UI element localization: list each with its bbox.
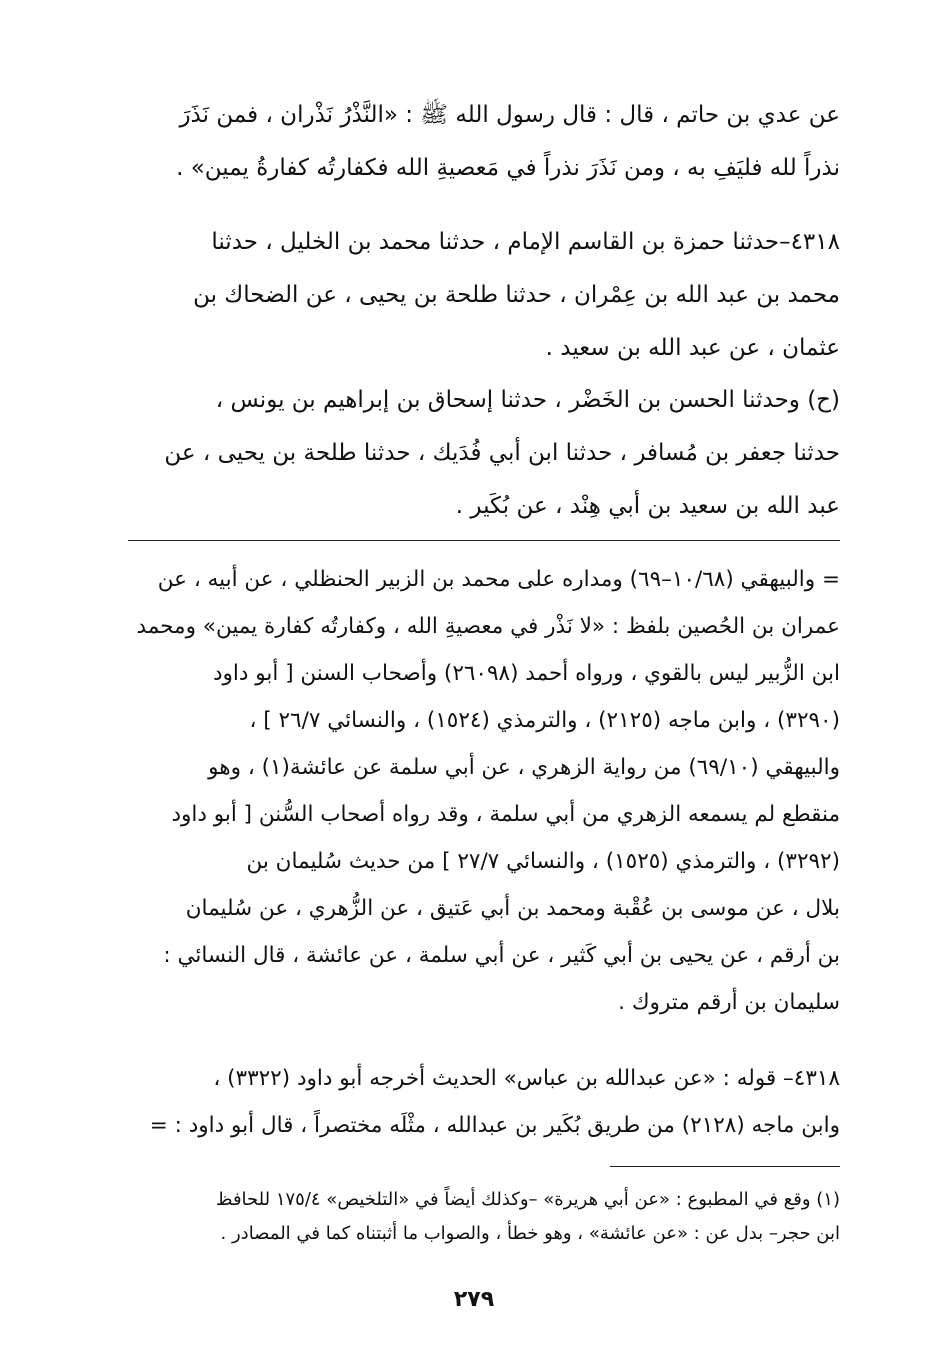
hadith-4318 (128, 216, 840, 375)
text-line: ابن الزُّبير ليس بالقوي ، ورواه أحمد (٢٦٠٩٨) وأصحاب السنن [ أبو داود (212, 661, 840, 686)
endnote-separator (610, 1166, 840, 1167)
footnote-separator (128, 540, 840, 541)
text-line: (١) وقع في المطبوع : «عن أبي هريرة» –وكذلك أيضاً في «التلخيص» ١٧٥/٤ للحافظ (215, 1189, 840, 1210)
text-line: عن عدي بن حاتم ، قال : قال رسول الله ﷺ : «النَّذْرُ نَذْران ، فمن نَذَرَ (179, 102, 840, 128)
text-line: وابن ماجه (٢١٢٨) من طريق بُكَير بن عبدالله ، مثْلَه مختصراً ، قال أبو داود : = (149, 1113, 840, 1138)
text-line: ٤٣١٨–حدثنا حمزة بن القاسم الإمام ، حدثنا محمد بن الخليل ، حدثنا (211, 229, 840, 255)
hadith-chain-ha (128, 374, 840, 533)
text-line: ٤٣١٨– قوله : «عن عبدالله بن عباس» الحديث أخرجه أبو داود (٣٣٢٢) ، (213, 1066, 840, 1091)
text-line: عبد الله بن سعيد بن أبي هِنْد ، عن بُكَير . (455, 493, 840, 519)
text-line: نذراً لله فليَفِ به ، ومن نَذَرَ نذراً في مَعصيةِ الله فكفارتُه كفارةُ يمين» . (176, 155, 840, 181)
text-line: منقطع لم يسمعه الزهري من أبي سلمة ، وقد رواه أصحاب السُّنن [ أبو داود (171, 802, 840, 827)
endnote-1 (128, 1183, 840, 1251)
text-line: بلال ، عن موسى بن عُقْبة ومحمد بن أبي عَتيق ، عن الزُّهري ، عن سُليمان (185, 896, 840, 921)
text-line: بن أرقم ، عن يحيى بن أبي كَثير ، عن أبي سلمة ، عن عائشة ، قال النسائي : (163, 943, 840, 968)
text-line: حدثنا جعفر بن مُسافر ، حدثنا ابن أبي فُدَيك ، حدثنا طلحة بن يحيى ، عن (164, 440, 840, 466)
text-line: والبيهقي (٦٩/١٠) من رواية الزهري ، عن أبي سلمة عن عائشة(١) ، وهو (208, 755, 840, 780)
text-line: (٣٢٩٠) ، وابن ماجه (٢١٢٥) ، والترمذي (١٥٢٤) ، والنسائي ٢٦/٧ ] ، (249, 708, 840, 733)
text-line: ابن حجر– بدل عن : «عن عائشة» ، وهو خطأ ، والصواب ما أثبتناه كما في المصادر . (220, 1223, 840, 1244)
text-line: عثمان ، عن عبد الله بن سعيد . (545, 335, 840, 361)
text-line: سليمان بن أرقم متروك . (618, 990, 840, 1015)
text-line: عمران بن الحُصين بلفظ : «لا نَذْر في معصيةِ الله ، وكفارتُه كفارة يمين» ومحمد (136, 614, 840, 639)
text-line: محمد بن عبد الله بن عِمْران ، حدثنا طلحة بن يحيى ، عن الضحاك بن (193, 282, 840, 308)
page-number: ٢٧٩ (453, 1287, 495, 1312)
text-line: = والبيهقي (١٠/٦٨–٦٩) ومداره على محمد بن الزبير الحنظلي ، عن أبيه ، عن (157, 567, 840, 592)
commentary-4318 (128, 1055, 840, 1149)
commentary-continued (128, 556, 840, 1026)
hadith-text-top (128, 89, 840, 195)
text-line: (٣٢٩٢) ، والترمذي (١٥٢٥) ، والنسائي ٢٧/٧ ] من حديث سُليمان بن (246, 849, 840, 874)
text-line: (ح) وحدثنا الحسن بن الخَضْر ، حدثنا إسحاق بن إبراهيم بن يونس ، (215, 387, 840, 413)
